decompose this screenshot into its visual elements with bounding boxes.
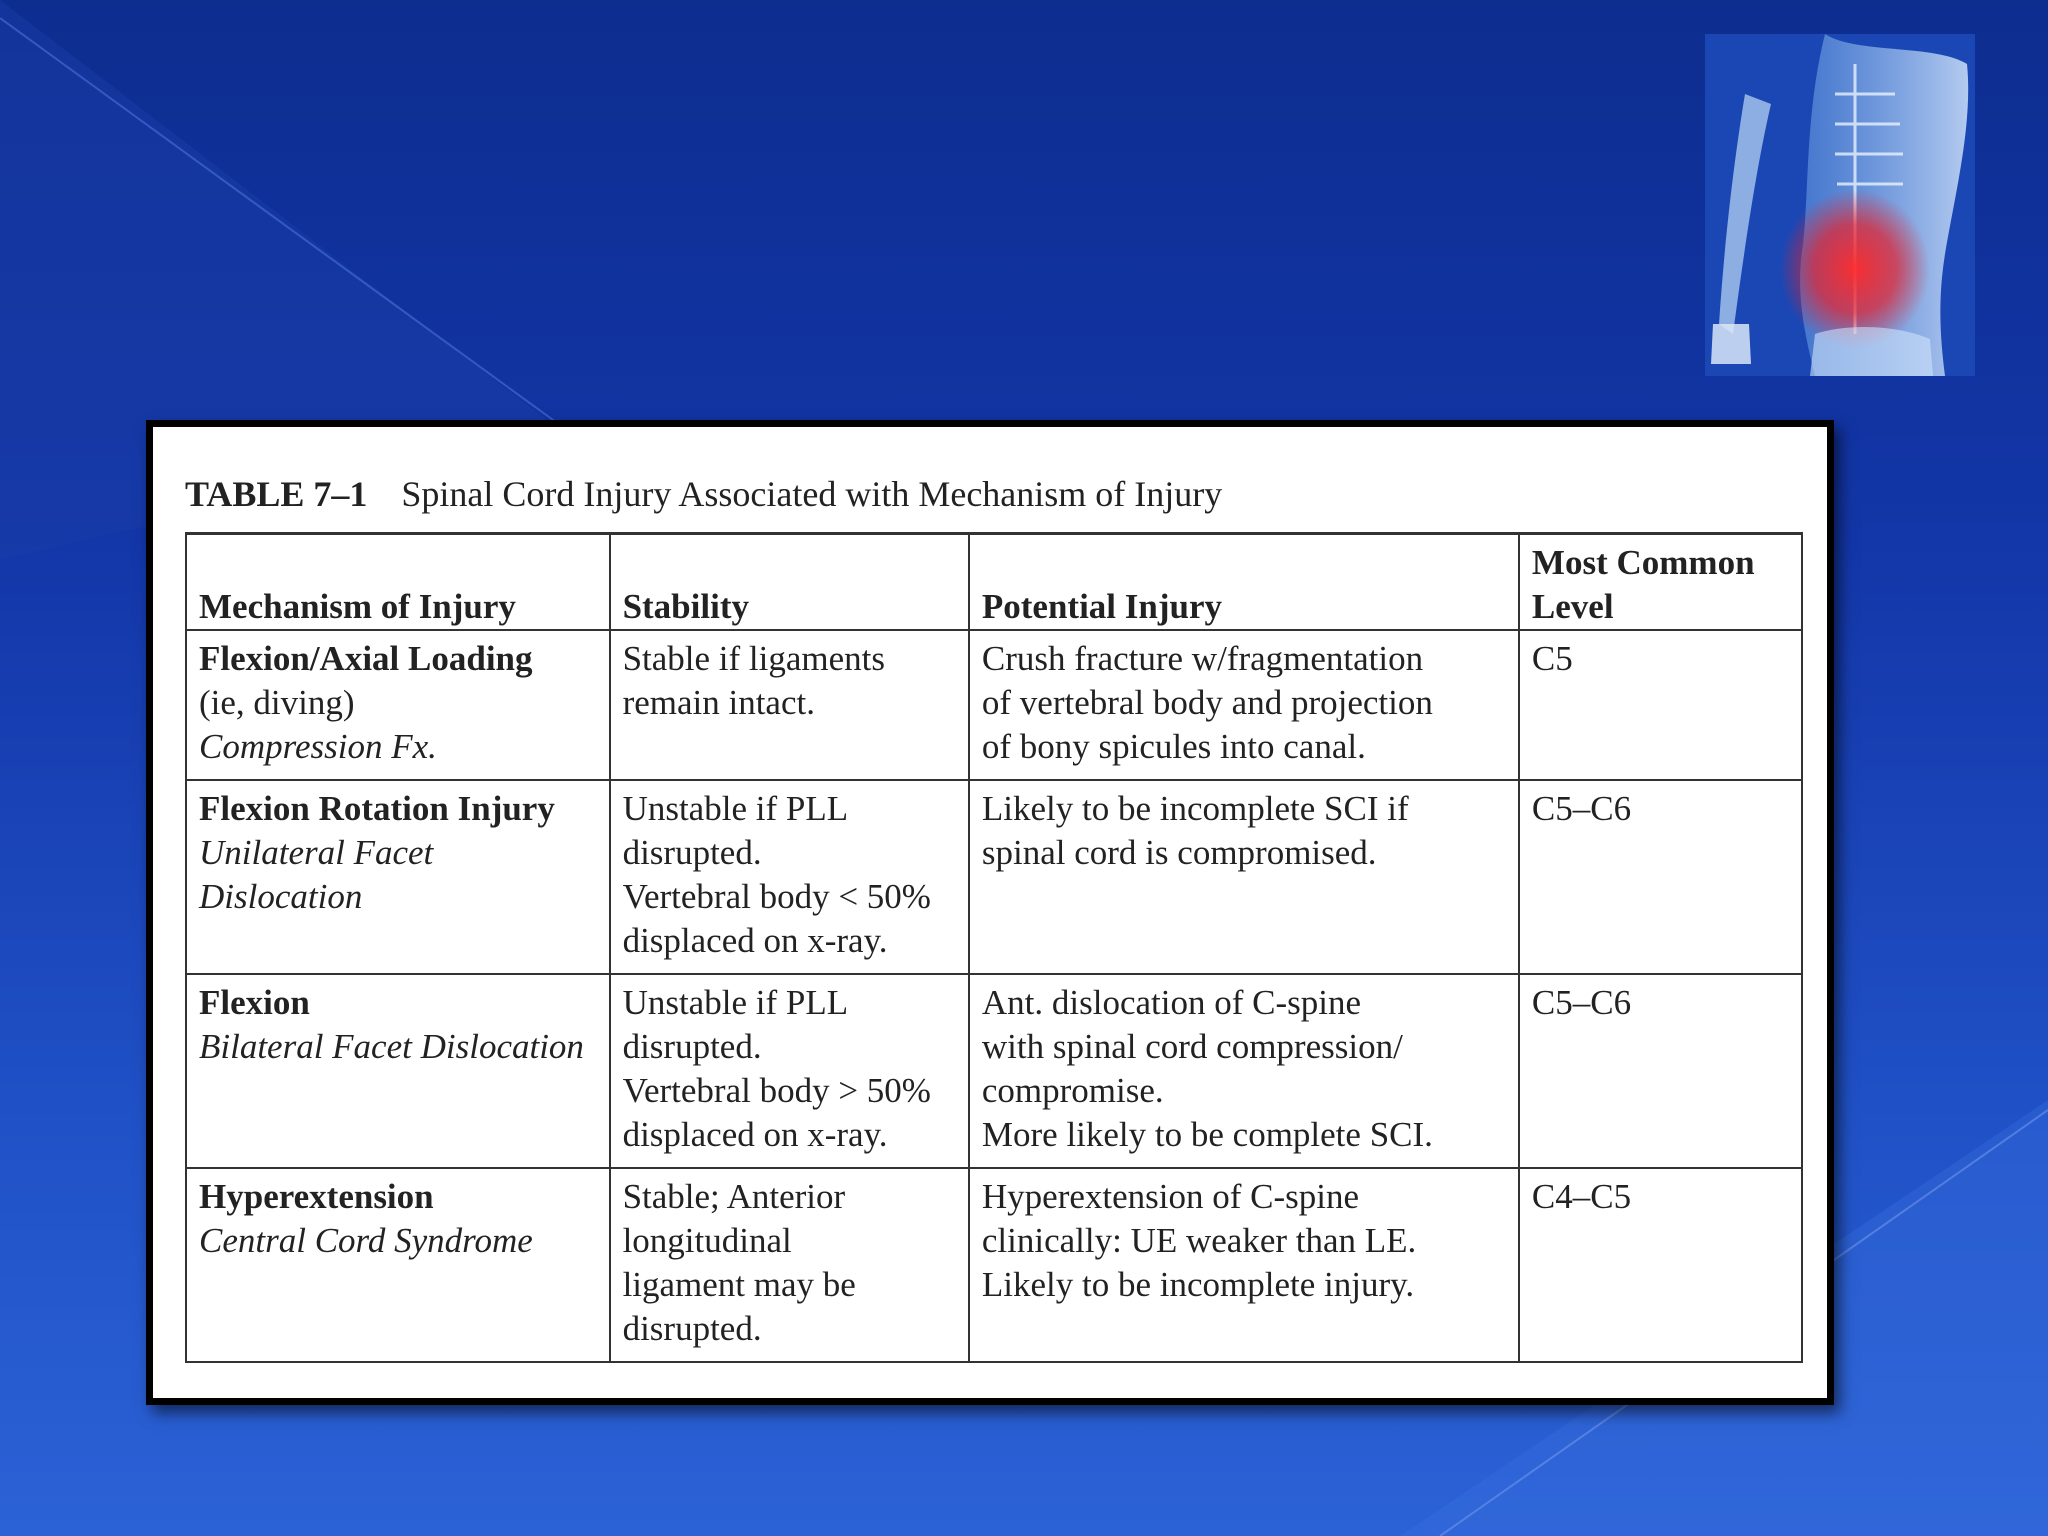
level-cell: C5–C6 xyxy=(1519,974,1802,1168)
spine-pain-illustration xyxy=(1705,34,1975,376)
stability-cell xyxy=(610,1168,969,1362)
stability-cell xyxy=(610,780,969,974)
stability-line: disrupted. xyxy=(622,1309,762,1348)
stability-line: Stable if ligaments xyxy=(622,639,886,678)
table-row xyxy=(186,974,1802,1168)
stability-line: longitudinal xyxy=(622,1221,792,1260)
stability-line: ligament may be xyxy=(622,1265,856,1304)
table-caption xyxy=(185,473,1222,515)
stability-line: Vertebral body < 50% xyxy=(622,877,931,916)
mechanism-subtitle: (ie, diving) xyxy=(199,683,355,722)
potential-line: Crush fracture w/fragmentation xyxy=(981,639,1424,678)
stability-line: Stable; Anterior xyxy=(622,1177,846,1216)
table-row xyxy=(186,1168,1802,1362)
stability-line: Unstable if PLL xyxy=(622,983,849,1022)
stability-line: remain intact. xyxy=(622,683,815,722)
level-cell: C5–C6 xyxy=(1519,780,1802,974)
mechanism-cell xyxy=(186,974,610,1168)
stability-line: disrupted. xyxy=(622,833,762,872)
table-caption-title: Spinal Cord Injury Associated with Mechanism of Injury xyxy=(401,474,1223,514)
injury-table xyxy=(185,532,1803,1363)
header-mechanism: Mechanism of Injury xyxy=(186,534,610,631)
header-stability: Stability xyxy=(610,534,969,631)
stability-line: Unstable if PLL xyxy=(622,789,849,828)
potential-injury-cell xyxy=(969,780,1519,974)
mechanism-type: Bilateral Facet Dislocation xyxy=(199,1027,584,1066)
mechanism-type: Unilateral Facet Dislocation xyxy=(199,833,434,916)
mechanism-type: Central Cord Syndrome xyxy=(199,1221,533,1260)
potential-injury-cell xyxy=(969,630,1519,780)
header-level-line2: Level xyxy=(1531,587,1614,626)
stability-line: displaced on x-ray. xyxy=(622,921,888,960)
potential-line: of bony spicules into canal. xyxy=(981,727,1366,766)
mechanism-title: Hyperextension xyxy=(199,1177,434,1216)
potential-injury-cell xyxy=(969,974,1519,1168)
header-most-common-level xyxy=(1519,534,1802,631)
potential-line: More likely to be complete SCI. xyxy=(981,1115,1433,1154)
header-potential-injury: Potential Injury xyxy=(969,534,1519,631)
potential-injury-cell xyxy=(969,1168,1519,1362)
table-row xyxy=(186,780,1802,974)
potential-line: spinal cord is compromised. xyxy=(981,833,1377,872)
stability-cell xyxy=(610,974,969,1168)
potential-line: Likely to be incomplete SCI if xyxy=(981,789,1409,828)
stability-line: disrupted. xyxy=(622,1027,762,1066)
table-caption-label: TABLE 7–1 xyxy=(185,474,368,514)
potential-line: Hyperextension of C-spine xyxy=(981,1177,1360,1216)
mechanism-title: Flexion Rotation Injury xyxy=(199,789,555,828)
mechanism-type: Compression Fx. xyxy=(199,727,437,766)
potential-line: with spinal cord compression/ xyxy=(981,1027,1403,1066)
mechanism-title: Flexion/Axial Loading xyxy=(199,639,533,678)
potential-line: clinically: UE weaker than LE. xyxy=(981,1221,1417,1260)
mechanism-title: Flexion xyxy=(199,983,310,1022)
mechanism-cell xyxy=(186,780,610,974)
stability-line: displaced on x-ray. xyxy=(622,1115,888,1154)
mechanism-cell xyxy=(186,1168,610,1362)
potential-line: Ant. dislocation of C-spine xyxy=(981,983,1362,1022)
table-row xyxy=(186,630,1802,780)
potential-line: Likely to be incomplete injury. xyxy=(981,1265,1415,1304)
table-card xyxy=(146,420,1834,1405)
level-cell: C5 xyxy=(1519,630,1802,780)
level-cell: C4–C5 xyxy=(1519,1168,1802,1362)
mechanism-cell xyxy=(186,630,610,780)
header-level-line1: Most Common xyxy=(1531,543,1755,582)
table-header-row xyxy=(186,534,1802,631)
potential-line: compromise. xyxy=(981,1071,1164,1110)
potential-line: of vertebral body and projection xyxy=(981,683,1433,722)
stability-line: Vertebral body > 50% xyxy=(622,1071,931,1110)
stability-cell xyxy=(610,630,969,780)
